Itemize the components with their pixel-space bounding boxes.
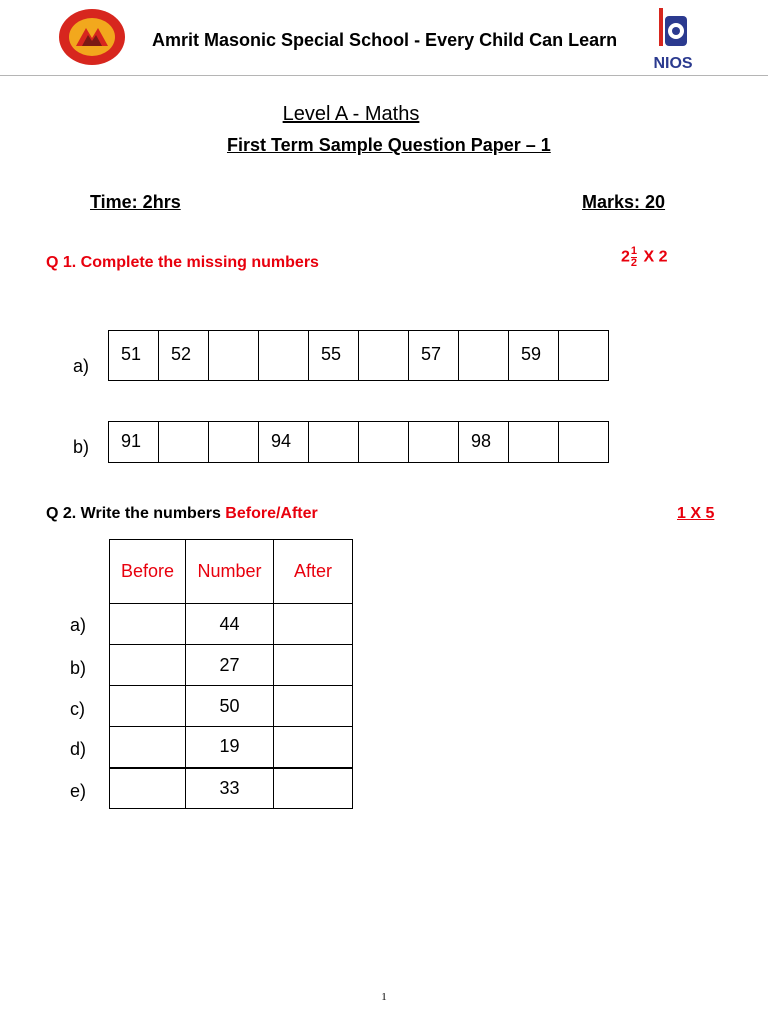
after-cell[interactable] xyxy=(274,727,353,768)
blank-cell[interactable] xyxy=(259,331,309,381)
number-cell: 91 xyxy=(109,422,159,463)
marks-multiplier: X 2 xyxy=(639,248,668,266)
number-cell: 59 xyxy=(509,331,559,381)
q1-part-a-label: a) xyxy=(73,356,90,376)
number-cell: 55 xyxy=(309,331,359,381)
question-1-label: Q 1. Complete the missing numbers xyxy=(46,254,319,271)
q2-row-label: d) xyxy=(70,739,87,759)
paper-subtitle: First Term Sample Question Paper – 1 xyxy=(227,135,551,155)
number-cell: 51 xyxy=(109,331,159,381)
nios-logo xyxy=(640,6,706,72)
fraction-numerator: 1 xyxy=(630,245,638,257)
blank-cell[interactable] xyxy=(359,422,409,463)
before-cell[interactable] xyxy=(110,768,186,809)
header-number: Number xyxy=(186,540,274,604)
number-cell: 94 xyxy=(259,422,309,463)
q1-number-grid-b xyxy=(108,421,609,463)
after-cell[interactable] xyxy=(274,645,353,686)
blank-cell[interactable] xyxy=(409,422,459,463)
q2-row-label: c) xyxy=(70,699,85,719)
time-allowed: Time: 2hrs xyxy=(90,192,181,212)
table-row xyxy=(110,768,353,809)
question-2-label xyxy=(46,505,318,523)
table-row xyxy=(110,686,353,727)
q1-part-b-label: b) xyxy=(73,437,90,457)
q2-row-label: b) xyxy=(70,658,87,678)
question-1-marks xyxy=(621,246,668,269)
after-cell[interactable] xyxy=(274,686,353,727)
table-row xyxy=(110,645,353,686)
number-cell: 52 xyxy=(159,331,209,381)
number-cell: 33 xyxy=(186,768,274,809)
blank-cell[interactable] xyxy=(559,422,609,463)
total-marks: Marks: 20 xyxy=(582,192,666,212)
question-2-highlight: Before/After xyxy=(225,505,318,522)
before-cell[interactable] xyxy=(110,686,186,727)
fraction-denominator: 2 xyxy=(630,257,638,269)
paper-title: Level A - Maths xyxy=(282,103,420,125)
blank-cell[interactable] xyxy=(209,331,259,381)
blank-cell[interactable] xyxy=(559,331,609,381)
page-number: 1 xyxy=(381,991,387,1003)
blank-cell[interactable] xyxy=(159,422,209,463)
table-row xyxy=(110,604,353,645)
blank-cell[interactable] xyxy=(359,331,409,381)
school-header-title: Amrit Masonic Special School - Every Child Can Learn xyxy=(152,30,618,50)
svg-text:NIOS: NIOS xyxy=(653,55,693,72)
marks-whole: 2 xyxy=(621,248,630,266)
number-cell: 57 xyxy=(409,331,459,381)
school-logo xyxy=(58,8,126,66)
blank-cell[interactable] xyxy=(509,422,559,463)
q2-row-label: a) xyxy=(70,615,87,635)
number-cell: 44 xyxy=(186,604,274,645)
blank-cell[interactable] xyxy=(459,331,509,381)
table-row xyxy=(110,727,353,768)
q1-number-grid-a xyxy=(108,330,609,381)
after-cell[interactable] xyxy=(274,604,353,645)
q2-row-label: e) xyxy=(70,781,87,801)
number-cell: 98 xyxy=(459,422,509,463)
question-2-marks: 1 X 5 xyxy=(677,505,715,522)
header-after: After xyxy=(274,540,353,604)
before-cell[interactable] xyxy=(110,645,186,686)
marks-fraction xyxy=(631,246,637,269)
number-cell: 50 xyxy=(186,686,274,727)
number-cell: 19 xyxy=(186,727,274,768)
header-before: Before xyxy=(110,540,186,604)
blank-cell[interactable] xyxy=(209,422,259,463)
number-cell: 27 xyxy=(186,645,274,686)
blank-cell[interactable] xyxy=(309,422,359,463)
before-cell[interactable] xyxy=(110,727,186,768)
before-cell[interactable] xyxy=(110,604,186,645)
header-divider xyxy=(0,75,768,76)
before-after-table xyxy=(109,539,353,809)
after-cell[interactable] xyxy=(274,768,353,809)
question-2-text: Q 2. Write the numbers xyxy=(46,505,226,522)
